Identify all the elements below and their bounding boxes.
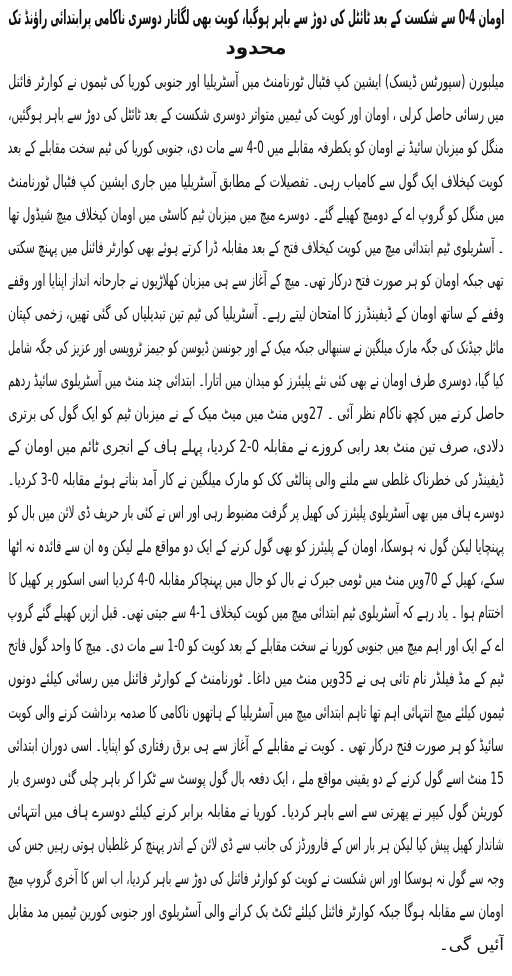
body-line-text: اختتام ہوا ۔ یاد رہے کہ آسٹریلوی ٹیم ابتدائی میچ میں کویت کیخلاف 1-4 سے جیتی تھی۔ قبل ازیں کھیلے گئے گروپ [8, 603, 504, 623]
body-line-3 [8, 132, 504, 165]
body-line-text: میں رسائی حاصل کرلی ، اومان اور کویت کی ٹیمیں متواتر دوسری شکست کے بعد ٹائٹل کی دوڑ سے باہر ہوگئیں، [8, 105, 504, 126]
body-line-26 [8, 896, 504, 929]
headline-text: اومان 4-0 سے شکست کے بعد ٹائٹل کی دوڑ سے باہر ہوگیا، کویت بھی لگاتار دوسری ناکامی پرابتدائی راؤنڈ تک [8, 5, 504, 29]
body-line-text: ۔ آسٹریلوی ٹیم ابتدائی میچ میں کویت کیخلاف فتح کے بعد مقابلہ ڈرا کرتے ہوئے بھی کوارٹر فائنل میں پہنچ سکتی [8, 237, 504, 258]
body-line-1 [8, 66, 504, 99]
body-line-15 [8, 531, 504, 564]
body-line-14 [8, 497, 504, 530]
body-line-text: وقفے کے ساتھ اومان کے ڈیفینڈرز کا امتحان لیتے رہے۔ آسٹریلیا کی ٹیم تین تبدیلیاں کی گئی تھیں، زخمی کپتان [8, 304, 504, 325]
body-line-text: اومان سے مقابلہ ہوگا جبکہ کوارٹر فائنل کیلئے ٹکٹ بک کرانے والی آسٹریلوی اور جنوبی کورین ٹیمیں مد مقابل [8, 901, 504, 922]
body-line-text: دوسرے ہاف میں بھی آسٹریلوی پلیئرز کی کھیل پر گرفت مضبوط رہی اور اس نے کئی بار حریف ڈی لائن میں بال کو [8, 503, 504, 524]
body-line-text: مائل جیڈنک کی جگہ مارک میلگین نے سنبھالی جبکہ میک کے اور جونسن ڈیوسن کو جیمز ٹرویسی اور عزیز کی جگہ شامل [8, 337, 504, 358]
body-line-6 [8, 232, 504, 265]
body-line-5 [8, 199, 504, 232]
body-line-23 [8, 796, 504, 829]
body-line-11 [8, 398, 504, 431]
body-line-text: آئیں گی۔ [438, 934, 504, 955]
body-line-text: سکے، کھیل کے 70ویں منٹ میں ٹومی جیرک نے بال کو جال میں پہنچاکر مقابلہ 0-4 کردیا اسی اسکور پر کھیل کا [8, 569, 504, 590]
body-line-18 [8, 630, 504, 663]
body-line-7 [8, 265, 504, 298]
body-line-20 [8, 697, 504, 730]
headline-text: محدود [225, 35, 287, 59]
body-line-text: سائیڈ کو ہر صورت فتح درکار تھی ۔ کویت نے مقابلے کے آغاز سے ہی برق رفتاری کو اپنایا۔ اسی دوران ابتدائی [8, 735, 504, 756]
body-line-text: ڈیفینڈر کی خطرناک غلطی سے ملنے والی پنالٹی کک کو مارک میلگین نے کار آمد بناتے ہوئے مقابلہ 0-3 کردیا۔ [8, 470, 504, 491]
body-line-text: میلبورن (سپورٹس ڈیسک) ایشین کپ فٹبال ٹورنامنٹ میں آسٹریلیا اور جنوبی کوریا کی ٹیموں نے کوارٹر فائنل [8, 72, 504, 92]
body-line-text: منگل کو میزبان سائیڈ نے اومان کو یکطرفہ مقابلے میں 0-4 سے مات دی، جنوبی کوریا کی ٹیم سخت مقابلے کے بعد [8, 138, 504, 159]
body-line-27 [8, 929, 504, 962]
body-line-text: کویت کیخلاف ایک گول سے کامیاب رہی۔ تفصیلات کے مطابق آسٹریلیا میں جاری ایشین کپ فٹبال ٹورنامنٹ [8, 171, 504, 192]
body-line-17 [8, 597, 504, 630]
body-line-text: وجہ سے گول نہ ہوسکا اور اس شکست نے کویت کو کوارٹر فائنل کی دوڑ سے باہر کردیا، اب اس کا آخری گروپ میچ [8, 868, 504, 889]
body-line-text: اے کے ایک اور اہم میچ میں جنوبی کوریا نے سخت مقابلے کے بعد کویت کو 0-1 سے مات دی۔ میچ کا واحد گول فاتح [8, 636, 504, 657]
body-line-12 [8, 431, 504, 464]
body-line-13 [8, 464, 504, 497]
article-headline [8, 2, 504, 62]
body-line-text: تھی جبکہ اومان کو ہر صورت فتح درکار تھی۔ میچ کے آغاز سے ہی میزبان کھلاڑیوں نے جارحانہ انداز اپنایا اور وقفے [8, 271, 504, 292]
body-line-9 [8, 332, 504, 365]
body-line-text: ٹیم کے مڈ فیلڈر نام تائی ہی نے 35ویں منٹ میں داغا۔ ٹورنامنٹ کے کوارٹر فائنل میں رسائی کیلئے دونوں [8, 669, 504, 690]
body-line-19 [8, 663, 504, 696]
body-line-text: کیا گیا، دوسری طرف اومان نے بھی کئی نئے پلیئرز کو میدان میں اتارا۔ ابتدائی چند منٹ میں آسٹریلوی سائیڈ ردھم [8, 370, 504, 391]
body-line-text: دلادی، صرف تین منٹ بعد رابی کروزے نے مقابلہ 0-2 کردیا، پہلے ہاف کے انجری ٹائم میں اومان کے [8, 437, 504, 458]
body-line-2 [8, 99, 504, 132]
body-line-text: پہنچایا لیکن گول نہ ہوسکا، اومان کے پلیئرز کو بھی گول کرنے کے ایک دو مواقع ملے لیکن وہ ان سے فائدہ نہ اٹھا [8, 536, 504, 557]
body-line-8 [8, 298, 504, 331]
body-line-text: کوریئن گول کیپر نے پھرتی سے اسے باہر کردیا۔ کوریا نے مقابلہ برابر کرنے کیلئے دوسرے ہاف میں انتہائی [8, 802, 504, 823]
body-line-text: حاصل کرنے میں کچھ ناکام نظر آئی ۔ 27ویں منٹ میں میٹ میک کے نے میزبان ٹیم کو ایک گول کی برتری [8, 403, 504, 424]
body-line-text: شاندار کھیل پیش کیا لیکن ہر بار اس کے فارورڈز کی جانب سے ڈی لائن کے اندر پہنچ کر غلطیاں ہوتی رہیں جس کی [8, 835, 504, 856]
body-line-24 [8, 829, 504, 862]
body-line-21 [8, 730, 504, 763]
body-line-22 [8, 763, 504, 796]
body-line-16 [8, 564, 504, 597]
body-line-25 [8, 863, 504, 896]
body-line-text: ٹیموں کیلئے میچ انتہائی اہم تھا تاہم ابتدائی میچ میں آسٹریلیا کے ہاتھوں ناکامی کا صدمہ برداشت کرنے والی کویت [8, 702, 504, 723]
headline-line-1 [8, 2, 504, 32]
body-line-text: میں منگل کو گروپ اے کے دومیچ کھیلے گئے۔ دوسرے میچ میں میزبان ٹیم کاسٹی میں اومان کیخلاف میچ شیڈول تھا [8, 204, 504, 225]
body-line-text: 15 منٹ اسے گول کرنے کے دو یقینی مواقع ملے ، ایک دفعہ بال گول پوسٹ سے ٹکرا کر باہر چلی گئی دوسری بار [8, 768, 504, 789]
body-line-10 [8, 365, 504, 398]
headline-line-2 [8, 32, 504, 62]
body-line-4 [8, 166, 504, 199]
article-body [8, 66, 504, 962]
